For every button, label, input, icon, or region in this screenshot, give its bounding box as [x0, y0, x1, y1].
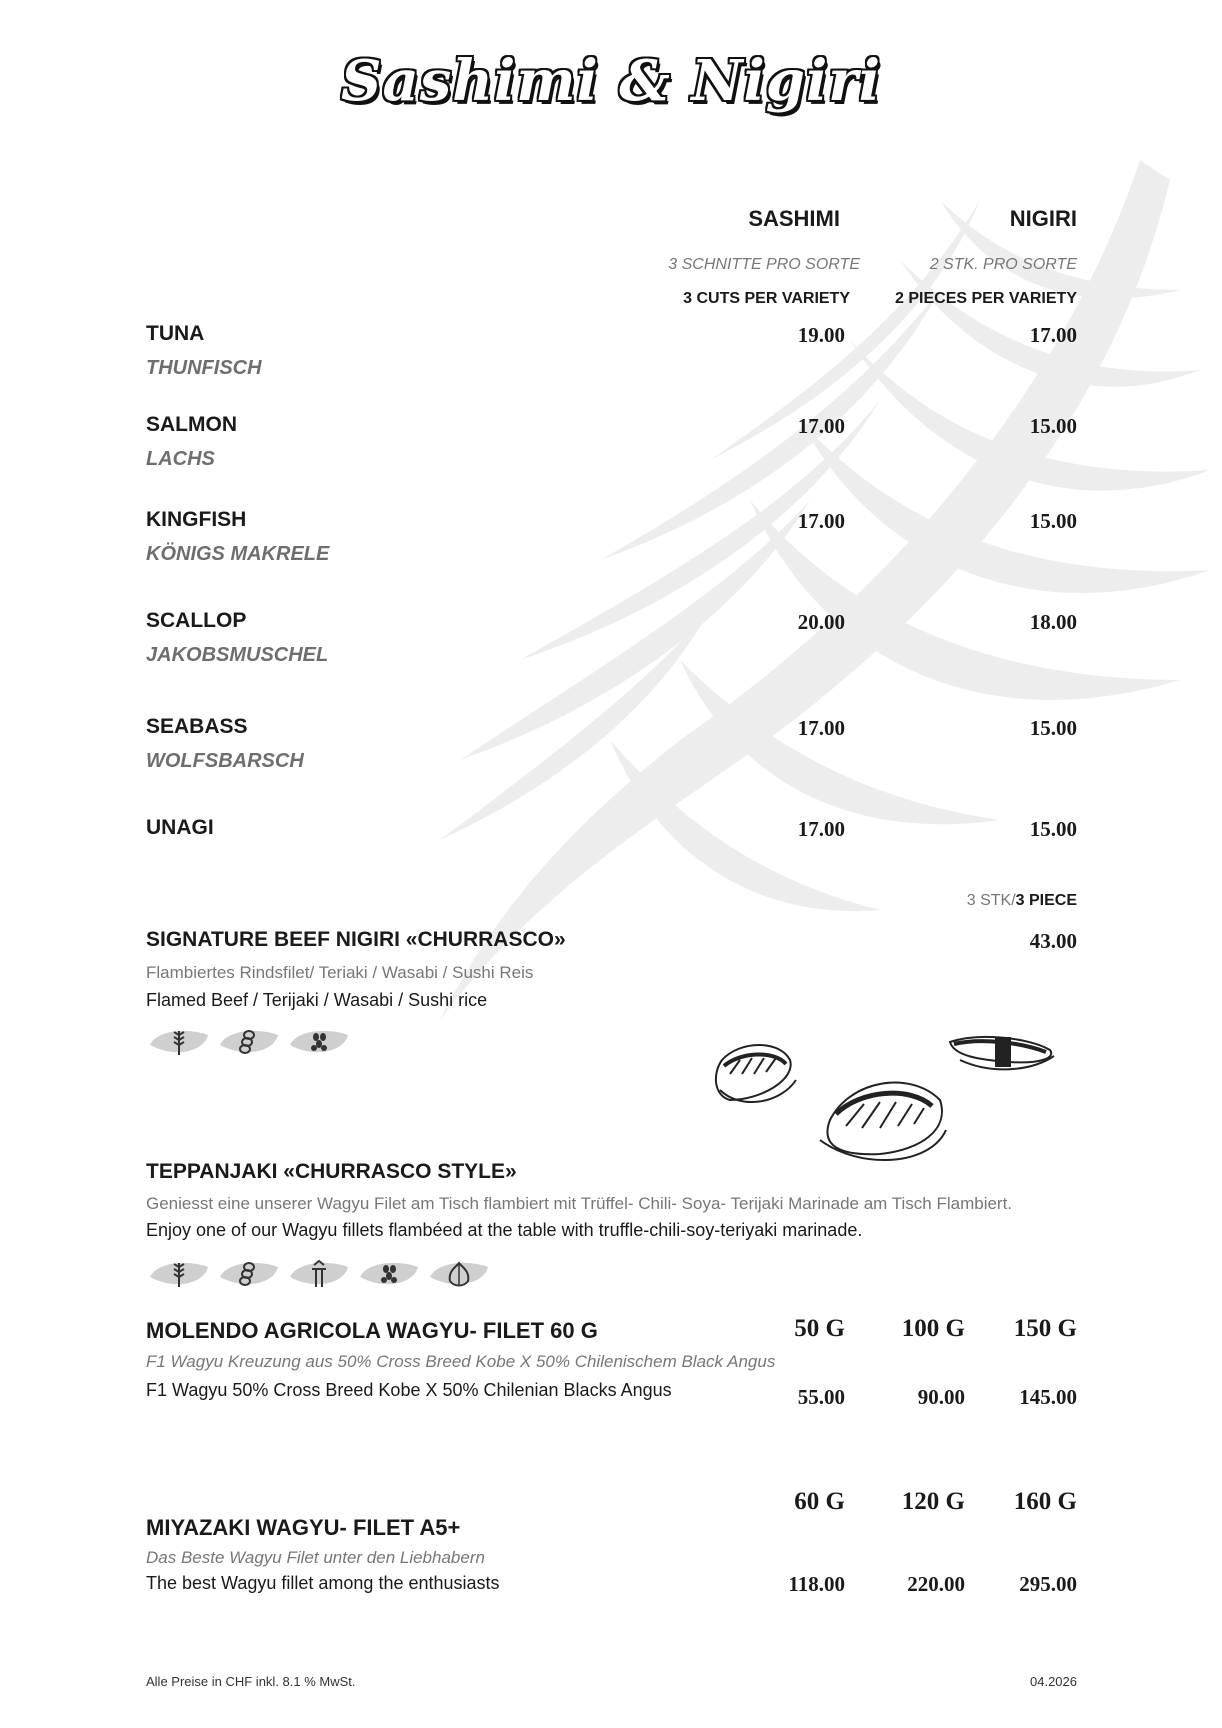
nigiri-sub-de: 2 STK. PRO SORTE: [929, 256, 1077, 273]
footer-date: 04.2026: [1030, 1674, 1077, 1689]
garlic-icon: [426, 1257, 492, 1291]
teppanjaki-desc-en: Enjoy one of our Wagyu fillets flambéed at the table with truffle-chili-soy-teriyaki marinade.: [146, 1220, 863, 1240]
soy-icon: [216, 1257, 282, 1291]
molendo-weight-3: 150 G: [1013, 1315, 1077, 1342]
price-sashimi: 17.00: [797, 716, 845, 740]
teppanjaki-allergen-icons: [146, 1257, 492, 1291]
sashimi-sub-en: 3 CUTS PER VARIETY: [683, 290, 850, 307]
sesame-icon: [286, 1025, 352, 1059]
price-sashimi: 17.00: [797, 817, 845, 841]
item-name: KINGFISH: [146, 508, 247, 531]
miyazaki-weight-1: 60 G: [794, 1488, 845, 1515]
item-name: SCALLOP: [146, 609, 247, 632]
price-sashimi: 19.00: [797, 323, 845, 347]
signature-price: 43.00: [1029, 929, 1077, 953]
wheat-icon: [146, 1025, 212, 1059]
miyazaki-desc-en: The best Wagyu fillet among the enthusiasts: [146, 1573, 500, 1593]
signature-desc-en: Flamed Beef / Terijaki / Wasabi / Sushi rice: [146, 990, 488, 1010]
celery-icon: [286, 1257, 352, 1291]
soy-icon: [216, 1025, 282, 1059]
miyazaki-price-3: 295.00: [1019, 1572, 1077, 1596]
price-sashimi: 20.00: [797, 610, 845, 634]
item-name: SALMON: [146, 413, 237, 436]
miyazaki-weight-3: 160 G: [1013, 1488, 1077, 1515]
miyazaki-price-1: 118.00: [788, 1572, 845, 1596]
miyazaki-desc-de: Das Beste Wagyu Filet unter den Liebhabern: [146, 1548, 485, 1567]
signature-allergen-icons: [146, 1025, 352, 1059]
item-name-de: KÖNIGS MAKRELE: [146, 543, 330, 565]
price-nigiri: 15.00: [1029, 716, 1077, 740]
molendo-title: MOLENDO AGRICOLA WAGYU- FILET 60 G: [146, 1318, 598, 1343]
page-title: Sashimi & Nigiri: [341, 48, 881, 114]
molendo-desc-de: F1 Wagyu Kreuzung aus 50% Cross Breed Kobe X 50% Chilenischem Black Angus: [146, 1352, 776, 1371]
sesame-icon: [356, 1257, 422, 1291]
price-sashimi: 17.00: [797, 509, 845, 533]
molendo-weight-1: 50 G: [794, 1315, 845, 1342]
miyazaki-title: MIYAZAKI WAGYU- FILET A5+: [146, 1515, 461, 1540]
molendo-price-2: 90.00: [917, 1385, 965, 1409]
molendo-price-3: 145.00: [1019, 1385, 1077, 1409]
price-nigiri: 18.00: [1029, 610, 1077, 634]
signature-title: SIGNATURE BEEF NIGIRI «CHURRASCO»: [146, 928, 566, 951]
molendo-weight-2: 100 G: [901, 1315, 965, 1342]
miyazaki-weight-2: 120 G: [901, 1488, 965, 1515]
price-nigiri: 17.00: [1029, 323, 1077, 347]
palm-leaf-watermark: [380, 140, 1222, 1040]
teppanjaki-desc-de: Geniesst eine unserer Wagyu Filet am Tisch flambiert mit Trüffel- Chili- Soya- Terijaki Marinade am Tisch Flambiert.: [146, 1194, 1013, 1213]
nigiri-sub-en: 2 PIECES PER VARIETY: [895, 290, 1077, 307]
sushi-sketch-illustration: [710, 1030, 1090, 1170]
miyazaki-price-2: 220.00: [907, 1572, 965, 1596]
molendo-desc-en: F1 Wagyu 50% Cross Breed Kobe X 50% Chilenian Blacks Angus: [146, 1380, 672, 1400]
price-nigiri: 15.00: [1029, 509, 1077, 533]
wheat-icon: [146, 1257, 212, 1291]
item-name-de: THUNFISCH: [146, 357, 262, 379]
signature-piece-note: [880, 892, 1077, 910]
signature-note-en: 3 PIECE: [1015, 892, 1077, 909]
price-nigiri: 15.00: [1029, 817, 1077, 841]
column-header-sashimi: SASHIMI: [748, 206, 840, 231]
sashimi-sub-de: 3 SCHNITTE PRO SORTE: [668, 256, 860, 273]
item-name-de: LACHS: [146, 448, 215, 470]
signature-desc-de: Flambiertes Rindsfilet/ Teriaki / Wasabi / Sushi Reis: [146, 963, 534, 982]
item-name-de: WOLFSBARSCH: [146, 750, 304, 772]
item-name: UNAGI: [146, 816, 214, 839]
teppanjaki-title: TEPPANJAKI «CHURRASCO STYLE»: [146, 1160, 517, 1183]
footer-vat-note: Alle Preise in CHF inkl. 8.1 % MwSt.: [146, 1674, 356, 1689]
item-name-de: JAKOBSMUSCHEL: [146, 644, 329, 666]
item-name: TUNA: [146, 322, 205, 345]
item-name: SEABASS: [146, 715, 248, 738]
price-sashimi: 17.00: [797, 414, 845, 438]
price-nigiri: 15.00: [1029, 414, 1077, 438]
molendo-price-1: 55.00: [797, 1385, 845, 1409]
signature-note-de: 3 STK/: [966, 892, 1016, 909]
column-header-nigiri: NIGIRI: [1009, 206, 1077, 231]
